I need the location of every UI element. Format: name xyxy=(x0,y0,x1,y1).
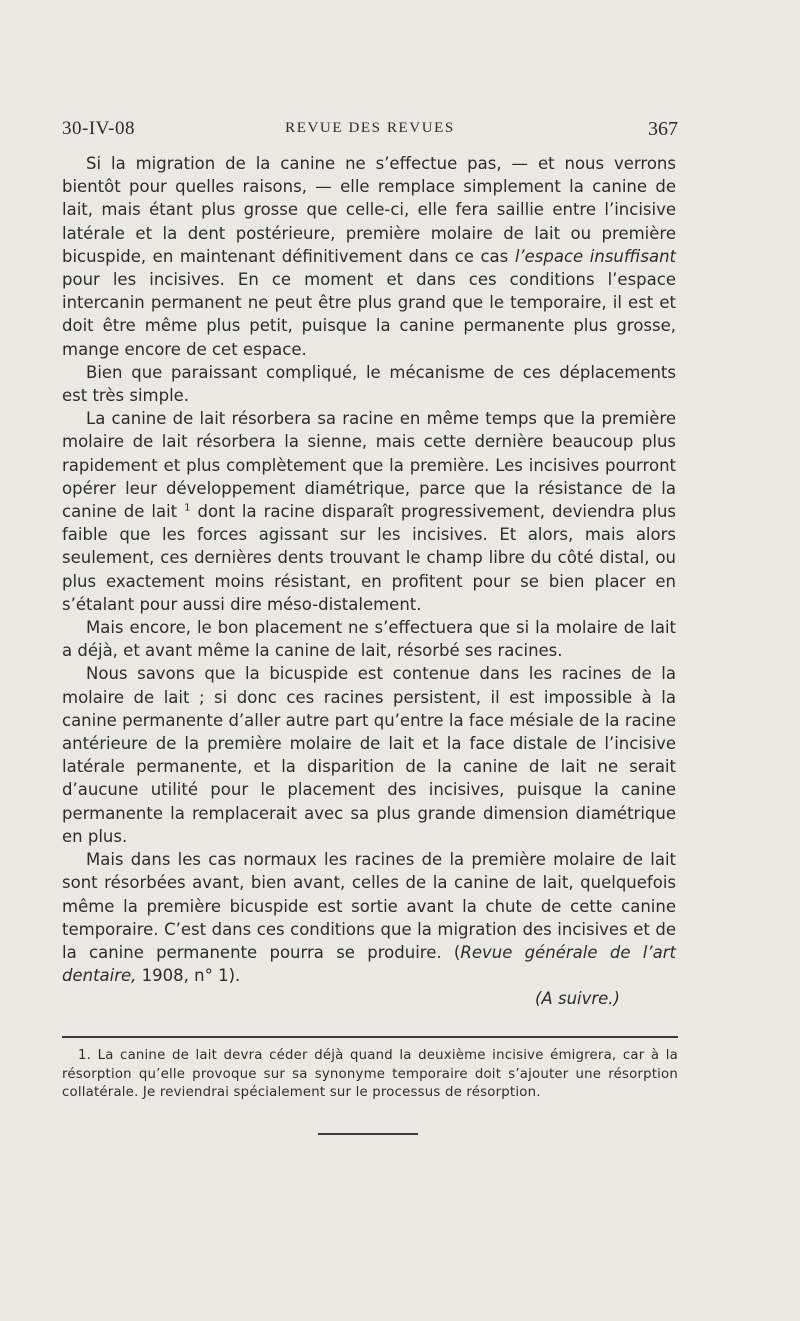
footnote-text: 1. La canine de lait devra céder déjà quand la deuxième incisive émigrera, car à la résorption qu’elle provoque sur sa synonyme temporaire doit s’ajouter une résorption collatérale. Je reviendrai spécialement sur le processus de résorption. xyxy=(62,1048,678,1101)
p1-text-b: pour les incisives. En ce moment et dans ces conditions l’espace intercanin permanent ne peut être plus grand que le temporaire, il est et doit être même plus petit, puisque la canine permanente plus grosse, mange encore de cet espace. xyxy=(62,270,676,359)
paragraph-6 xyxy=(62,848,676,987)
p1-text-a: Si la migration de la canine ne s’effectue pas, — et nous verrons bientôt pour quelles raisons, — elle remplace simplement la canine de lait, mais étant plus grosse que celle-ci, elle fera saillie entre l’incisive latérale et la dent postérieure, première molaire de lait ou première bicuspide, en maintenant définitivement dans ce cas xyxy=(62,154,676,266)
p3-text-b: dont la racine disparaît progressivement, deviendra plus faible que les forces agissant sur les incisives. Et alors, mais alors seulement, ces dernières dents trouvant le champ libre du côté distal, ou plus exactement moins résistant, en profitent pour se bien placer en s’étalant pour aussi dire méso-distalement. xyxy=(62,502,676,614)
p1-emphasis: l’espace insuffisant xyxy=(514,246,676,266)
page-number: 367 xyxy=(648,118,678,140)
to-be-continued: (A suivre.) xyxy=(535,989,620,1009)
paragraph-4: Mais encore, le bon placement ne s’effectuera que si la molaire de lait a déjà, et avant même la canine de lait, résorbé ses racines. xyxy=(62,618,676,661)
paragraph-2: Bien que paraissant compliqué, le mécanisme de ces déplacements est très simple. xyxy=(62,362,676,406)
header-running-title: REVUE DES REVUES xyxy=(285,120,455,136)
end-rule xyxy=(318,1133,418,1135)
p6-text-b: 1908, n° 1). xyxy=(136,966,241,986)
paragraph-3 xyxy=(62,407,676,616)
p3-text-a: La canine de lait résorbera sa racine en même temps que la première molaire de lait résorbera la sienne, mais cette dernière beaucoup plus rapidement et plus complètement que la première. Les incisives pourront opérer leur développement diamétrique, parce que la résistance de la canine de lait xyxy=(62,409,676,522)
header-date: 30-IV-08 xyxy=(62,118,135,139)
footnote-separator xyxy=(62,1036,678,1038)
paragraph-1 xyxy=(62,152,676,361)
p6-text-a: Mais dans les cas normaux les racines de la première molaire de lait sont résorbées avant, bien avant, celles de la canine de lait, quelquefois même la première bicuspide est sortie avant la chute de cette canine temporaire. C’est dans ces conditions que la migration des incisives et de la canine permanente pourra se produire. ( xyxy=(62,850,676,962)
article-body xyxy=(62,152,676,1011)
paragraph-5: Nous savons que la bicuspide est contenue dans les racines de la molaire de lait ; si donc ces racines persistent, il est impossible à la canine permanente d’aller autre part qu’entre la face mésiale de la racine antérieure de la première molaire de lait et la face distale de l’incisive latérale permanente, et la disparition de la canine de lait ne serait d’aucune utilité pour le placement des incisives, puisque la canine permanente la remplacerait avec sa plus grande dimension diamétrique en plus. xyxy=(62,664,676,846)
footnote-ref: 1 xyxy=(184,502,191,514)
running-header xyxy=(62,118,678,144)
p6-citation: Revue générale de l’art dentaire, xyxy=(62,942,676,986)
footnote xyxy=(62,1047,678,1103)
